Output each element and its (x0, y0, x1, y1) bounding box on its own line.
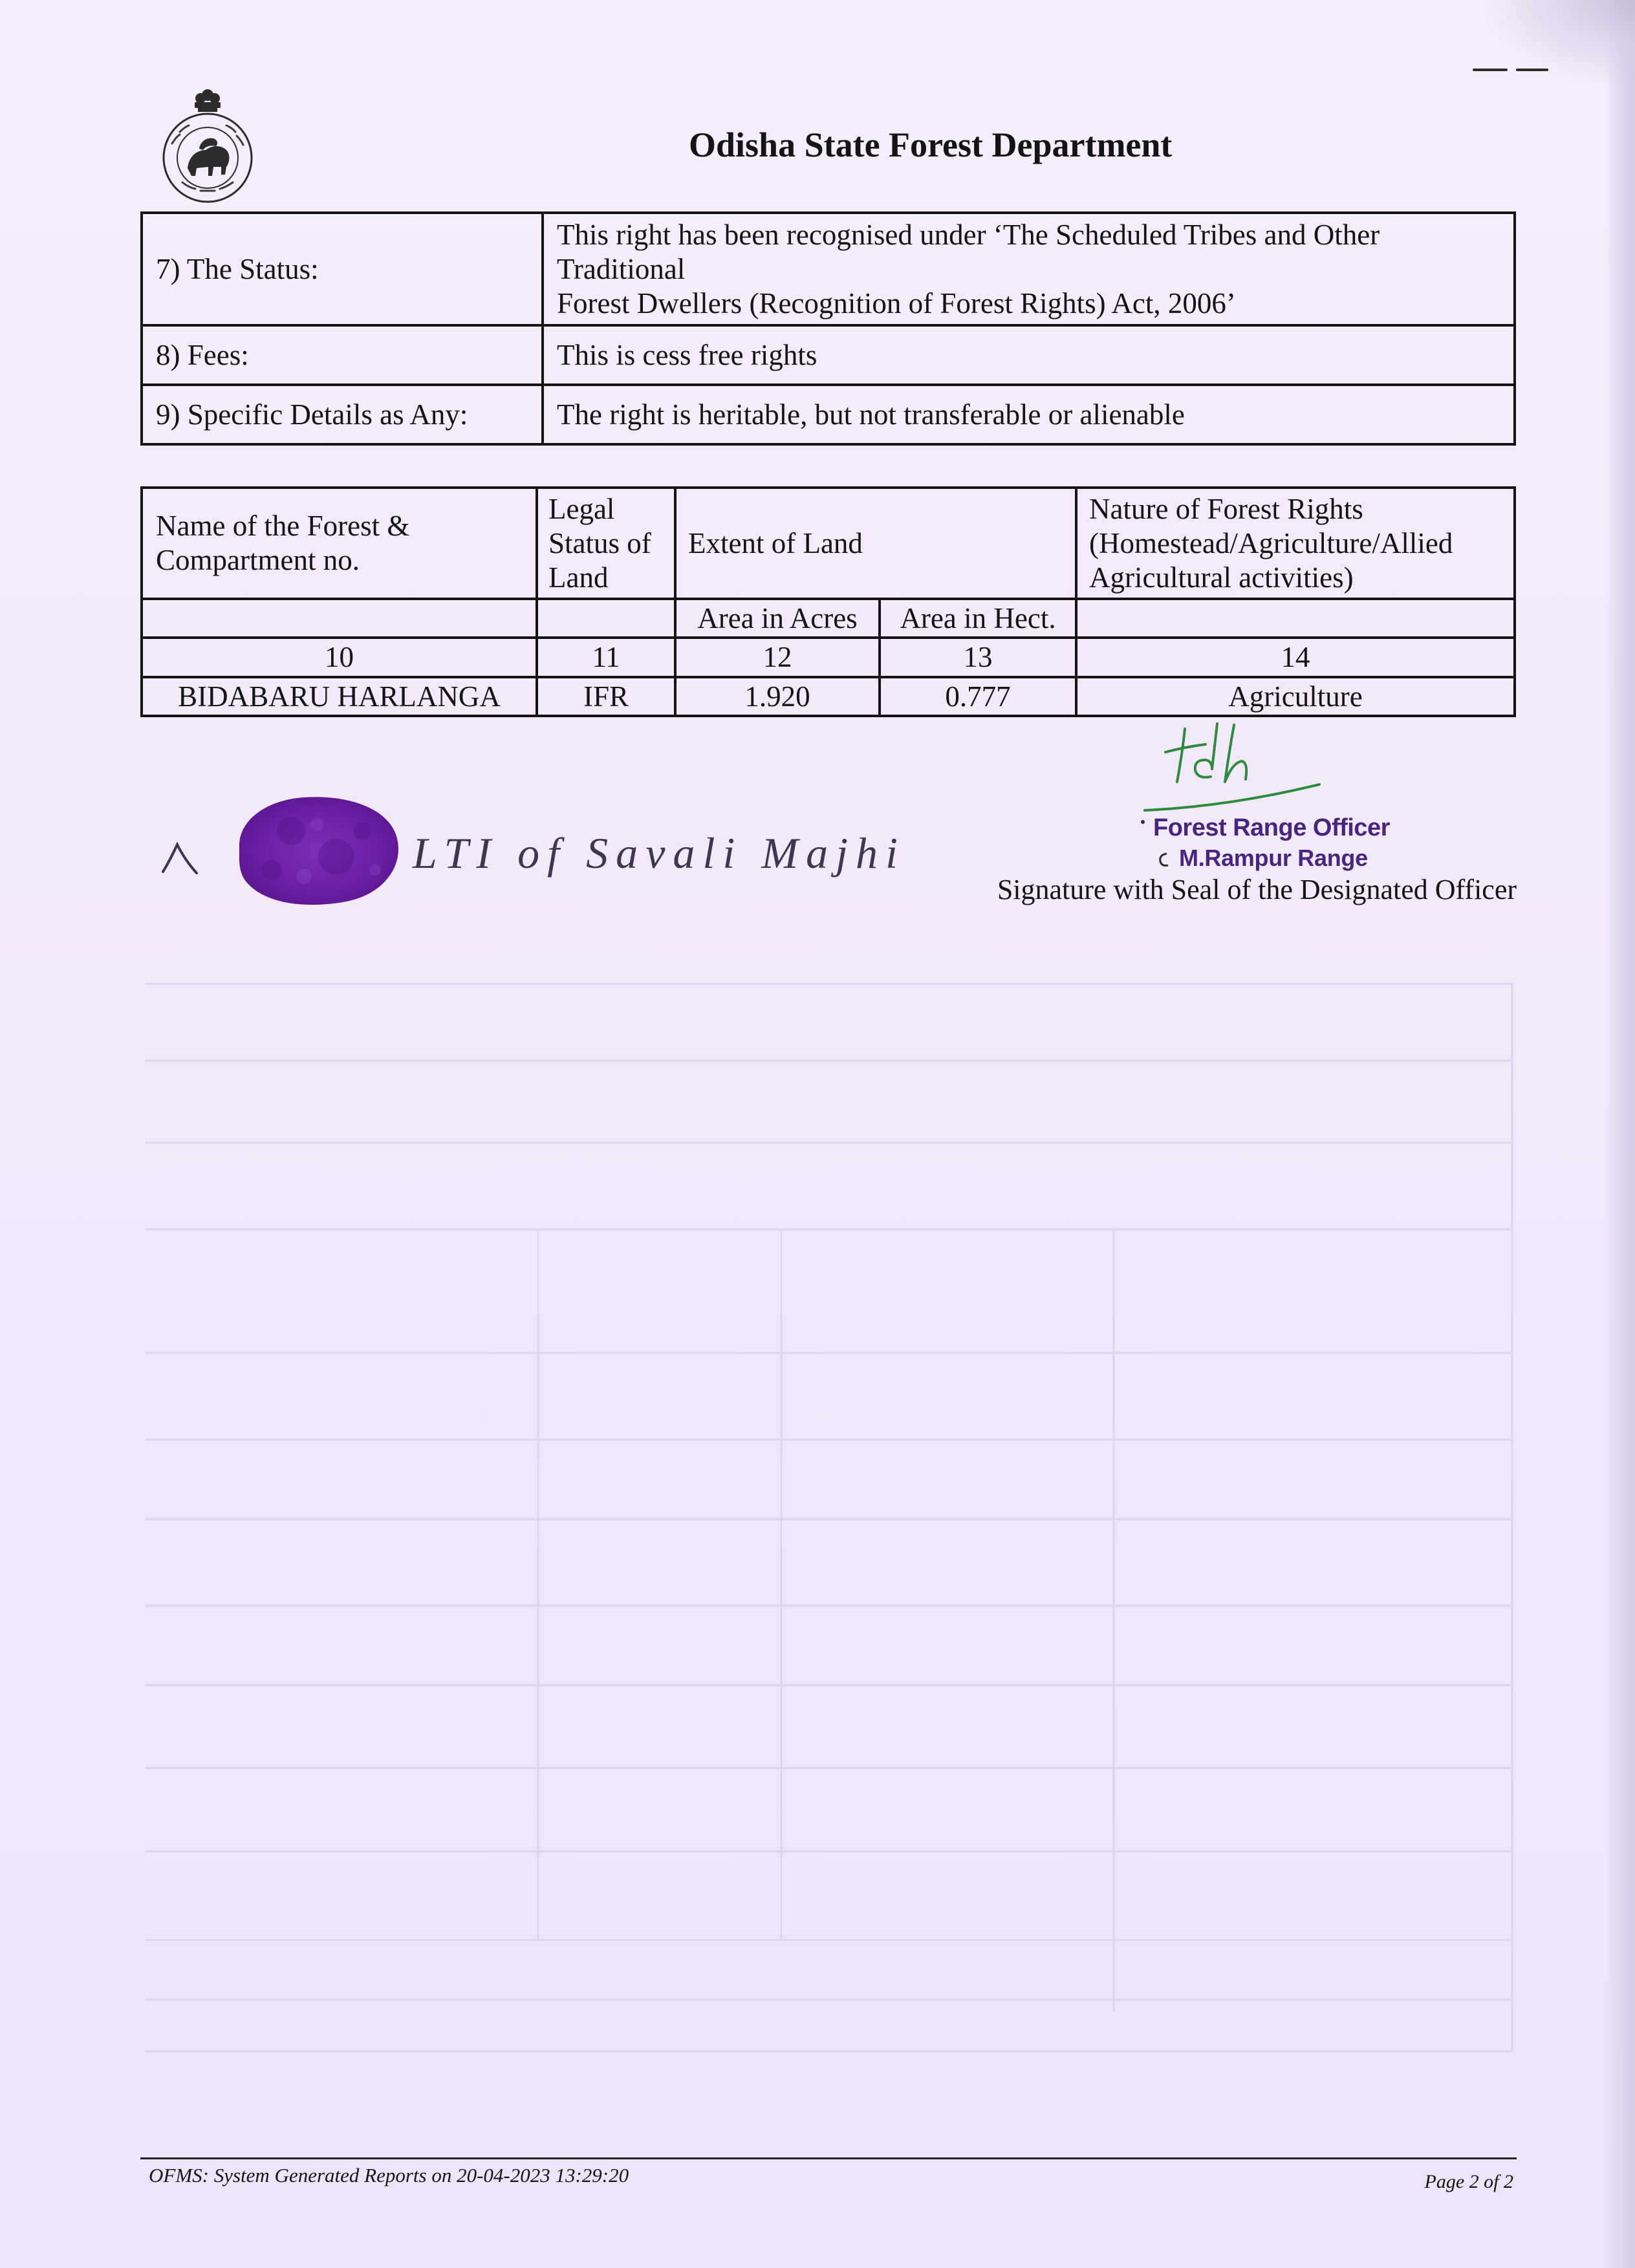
table-row (142, 677, 1515, 716)
forest-header-line: Compartment no. (156, 544, 360, 576)
specific-details-value-cell (543, 385, 1515, 444)
odisha-emblem-icon (154, 85, 261, 204)
column-number: 11 (537, 638, 675, 677)
lti-note-text: LTI of Savali Majhi (413, 828, 898, 878)
legal-status-header-cell (537, 488, 675, 599)
forest-name-cell: BIDABARU HARLANGA (142, 677, 537, 716)
column-number: 12 (675, 638, 880, 677)
nature-header-line: Nature of Forest Rights (1089, 492, 1363, 525)
page-title: Odisha State Forest Department (689, 125, 1173, 164)
forest-header-line: Name of the Forest & (156, 510, 410, 542)
seal-title: Forest Range Officer (1153, 814, 1390, 841)
fees-label: 8) Fees: (156, 338, 249, 371)
specific-details-row (142, 385, 1515, 444)
nature-cell: Agriculture (1076, 677, 1515, 716)
status-value-line: This right has been recognised under ‘The Scheduled Tribes and Other (557, 218, 1380, 251)
land-subheader-row (142, 599, 1515, 638)
status-value-cell (543, 213, 1515, 325)
legal-status-header-line: Status of (548, 526, 651, 559)
area-hect-cell: 0.777 (880, 677, 1076, 716)
rights-details-table (140, 211, 1516, 446)
thumb-impression (220, 786, 414, 912)
empty-cell (1076, 599, 1515, 638)
nature-header-line: Agricultural activities) (1089, 561, 1354, 594)
legal-status-header-line: Land (548, 561, 609, 594)
nature-header-line: (Homestead/Agriculture/Allied (1089, 526, 1453, 559)
forest-land-table (140, 486, 1516, 717)
page-number: Page 2 of 2 (1424, 2171, 1513, 2192)
area-hect-header: Area in Hect. (880, 599, 1076, 638)
column-number-row (142, 638, 1515, 677)
area-acres-header: Area in Acres (675, 599, 880, 638)
caret-mark (155, 834, 207, 880)
legal-status-cell: IFR (537, 677, 675, 716)
fees-value-cell (543, 325, 1515, 385)
status-label-cell (142, 213, 543, 325)
signature-caption: Signature with Seal of the Designated Officer (997, 874, 1517, 905)
forest-header-cell (142, 488, 537, 599)
column-number: 14 (1076, 638, 1515, 677)
fees-value: This is cess free rights (557, 338, 817, 371)
empty-cell (537, 599, 675, 638)
status-value-line: Traditional (557, 252, 686, 285)
seal-range: M.Rampur Range (1179, 845, 1368, 871)
land-header-row (142, 488, 1515, 599)
specific-details-label: 9) Specific Details as Any: (156, 398, 468, 431)
extent-header: Extent of Land (688, 526, 863, 559)
legal-status-header-line: Legal (548, 492, 615, 525)
footer-divider (140, 2157, 1517, 2159)
extent-header-cell (675, 488, 1076, 599)
fees-label-cell (142, 325, 543, 385)
area-acres-cell: 1.920 (675, 677, 880, 716)
status-label: 7) The Status: (156, 252, 319, 285)
report-generated-note: OFMS: System Generated Reports on 20-04-2023 13:29:20 (149, 2164, 629, 2187)
status-row (142, 213, 1515, 325)
fees-row (142, 325, 1515, 385)
nature-header-cell (1076, 488, 1515, 599)
specific-details-label-cell (142, 385, 543, 444)
status-value-line: Forest Dwellers (Recognition of Forest Rights) Act, 2006’ (557, 286, 1236, 319)
thumb-impression-note (406, 808, 917, 892)
column-number: 13 (880, 638, 1076, 677)
specific-details-value: The right is heritable, but not transferable or alienable (557, 398, 1185, 431)
column-number: 10 (142, 638, 537, 677)
empty-cell (142, 599, 537, 638)
